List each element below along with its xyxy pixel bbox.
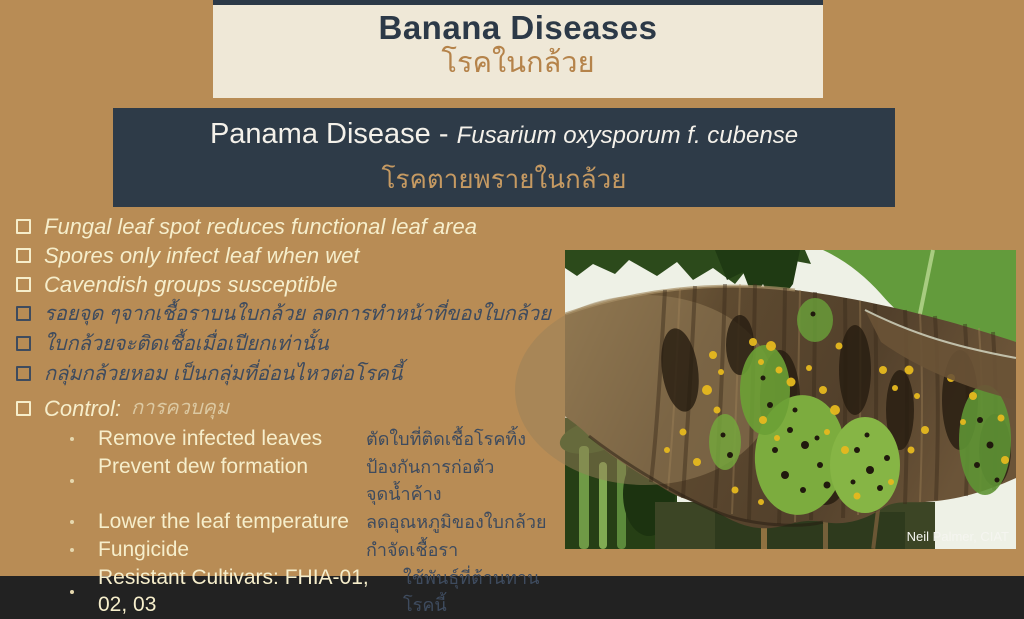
bullet-item (12, 212, 567, 241)
square-bullet-icon (16, 401, 31, 416)
control-item (12, 453, 567, 508)
square-bullet-icon (16, 366, 31, 381)
bullet-item (12, 359, 567, 389)
bullet-item (12, 299, 567, 329)
title-box (213, 0, 823, 98)
square-bullet-icon (16, 219, 31, 234)
control-item-en: Resistant Cultivars: FHIA-01, 02, 03 (98, 566, 369, 616)
control-item-th: กำจัดเชื้อรา (366, 540, 459, 560)
bullet-text: กลุ่มกล้วยหอม เป็นกลุ่มที่อ่อนไหวต่อโรคนี้ (44, 363, 403, 385)
bullet-item (12, 241, 567, 270)
control-item-en: Prevent dew formation (98, 455, 309, 478)
dot-bullet-icon (70, 520, 74, 524)
diseased-leaf-photo (565, 250, 1016, 549)
control-list (12, 425, 567, 619)
control-item (12, 536, 567, 564)
bullet-text: Cavendish groups susceptible (44, 272, 338, 297)
pathogen-name: Fusarium oxysporum f. cubense (456, 122, 799, 149)
control-label-thai: การควบคุม (131, 397, 229, 419)
bullet-item (12, 270, 567, 299)
disease-name: Panama Disease (209, 118, 431, 150)
bullet-text: รอยจุด ๆจากเชื้อราบนใบกล้วย ลดการทำหน้าที่ของใบกล้วย (44, 303, 551, 325)
disease-name-line (113, 118, 895, 151)
control-item-th: ใช้พันธุ์ที่ต้านทานโรคนี้ (403, 568, 540, 615)
slide-title-thai: โรคในกล้วย (441, 47, 595, 79)
bullet-list (12, 212, 567, 619)
separator: - (430, 118, 457, 150)
control-item (12, 564, 567, 619)
bullet-text: Spores only infect leaf when wet (44, 243, 360, 268)
dot-bullet-icon (70, 437, 74, 441)
control-item (12, 508, 567, 536)
control-item-th: ตัดใบที่ติดเชื้อโรคทิ้ง (366, 429, 527, 449)
control-item-th: ป้องกันการก่อตัวจุดน้ำค้าง (366, 457, 495, 504)
disease-header (113, 108, 895, 207)
control-item-en: Remove infected leaves (98, 427, 323, 450)
dot-bullet-icon (70, 548, 74, 552)
control-heading (12, 394, 567, 423)
square-bullet-icon (16, 306, 31, 321)
disease-name-thai: โรคตายพรายในกล้วย (381, 164, 627, 194)
square-bullet-icon (16, 336, 31, 351)
dot-bullet-icon (70, 479, 74, 483)
control-item-en: Lower the leaf temperature (98, 510, 349, 533)
control-item-th: ลดอุณหภูมิของใบกล้วย (366, 512, 547, 532)
square-bullet-icon (16, 248, 31, 263)
control-label: Control: (44, 396, 122, 421)
control-item (12, 425, 567, 453)
bullet-text: ใบกล้วยจะติดเชื้อเมื่อเปียกเท่านั้น (44, 333, 329, 355)
slide-title: Banana Diseases (378, 9, 658, 46)
square-bullet-icon (16, 277, 31, 292)
bullet-text: Fungal leaf spot reduces functional leaf area (44, 214, 477, 239)
dot-bullet-icon (70, 590, 74, 594)
photo-credit: Neil Palmer, CIAT (906, 529, 1009, 544)
control-item-en: Fungicide (98, 538, 190, 561)
bullet-item (12, 329, 567, 359)
